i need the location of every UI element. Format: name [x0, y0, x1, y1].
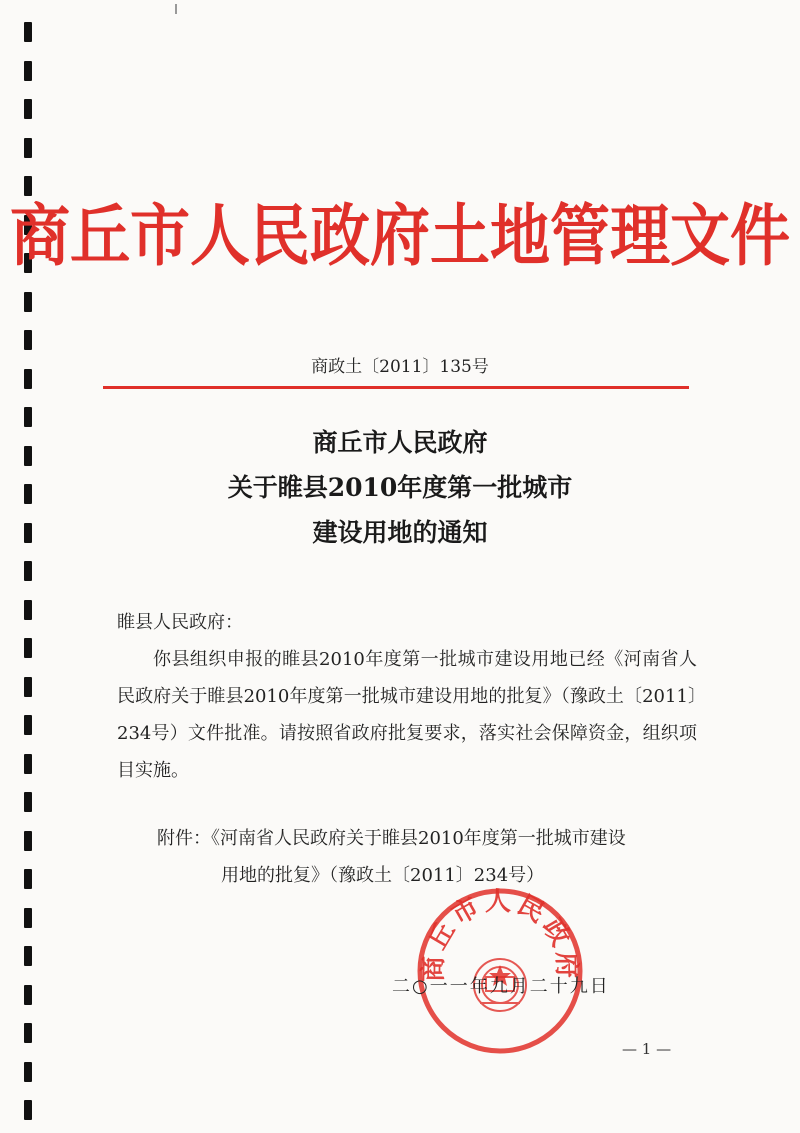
binding-hole: [24, 638, 32, 658]
binding-hole: [24, 715, 32, 735]
binding-hole: [24, 99, 32, 119]
binding-holes: [24, 0, 34, 1133]
binding-hole: [24, 22, 32, 42]
page-number: — 1 —: [622, 1040, 672, 1058]
addressee: 睢县人民政府：: [117, 612, 243, 633]
binding-hole: [24, 1023, 32, 1043]
subject-line-3: 建设用地的通知: [312, 518, 488, 547]
subject-line-1: 商丘市人民政府: [312, 428, 488, 457]
binding-hole: [24, 1062, 32, 1082]
binding-hole: [24, 677, 32, 697]
attachment-note: [157, 820, 702, 894]
binding-hole: [24, 754, 32, 774]
body-paragraph: 你县组织申报的睢县2010年度第一批城市建设用地已经《河南省人民政府关于睢县2010年度第一批城市建设用地的批复》（豫政土〔2011〕234号）文件批准。请按照省政府批复要求，落实社会保障资金，组织项目实施。: [117, 649, 697, 781]
attachment-line-1: 附件：《河南省人民政府关于睢县2010年度第一批城市建设: [157, 828, 626, 849]
document-number: 商政土〔2011〕135号: [311, 357, 489, 377]
binding-hole: [24, 330, 32, 350]
document-date: 二○一一年九月二十九日: [392, 976, 610, 997]
subject-line-2: 关于睢县2010年度第一批城市: [227, 473, 573, 502]
document-subject: [0, 420, 800, 555]
attachment-line-2: 用地的批复》（豫政土〔2011〕234号）: [221, 865, 545, 886]
official-seal: [414, 885, 586, 1057]
binding-hole: [24, 831, 32, 851]
document-body: [117, 604, 697, 789]
binding-hole: [24, 1100, 32, 1120]
binding-hole: [24, 908, 32, 928]
binding-hole: [24, 561, 32, 581]
binding-hole: [24, 946, 32, 966]
binding-hole: [24, 985, 32, 1005]
binding-hole: [24, 792, 32, 812]
red-separator-line: [103, 386, 689, 389]
binding-hole: [24, 292, 32, 312]
svg-text:商丘市人民政府: 商丘市人民政府: [418, 886, 582, 983]
binding-hole: [24, 600, 32, 620]
document-header-title: 商丘市人民政府土地管理文件: [10, 197, 790, 276]
binding-hole: [24, 138, 32, 158]
binding-hole: [24, 869, 32, 889]
binding-hole: [24, 61, 32, 81]
scan-mark: [175, 4, 177, 14]
